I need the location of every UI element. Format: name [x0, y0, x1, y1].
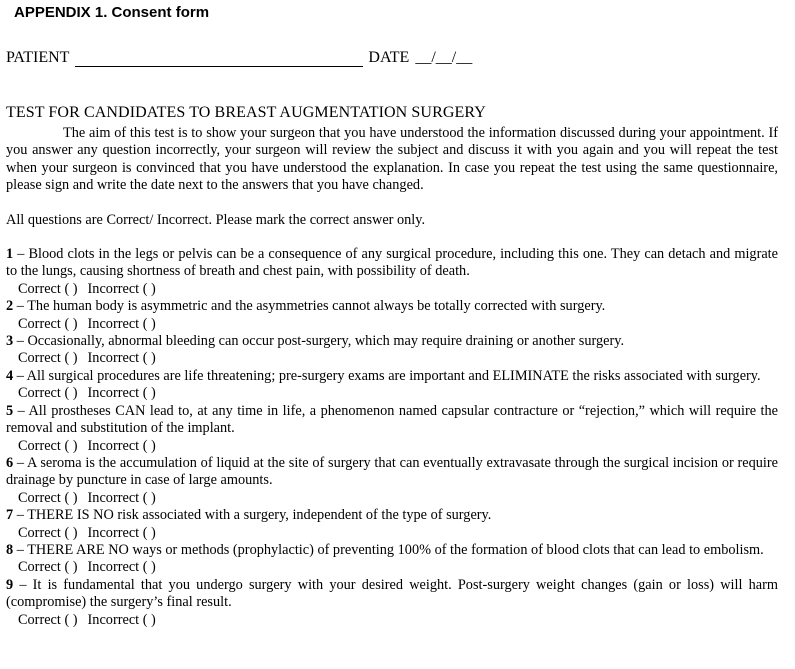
question-item [6, 298, 778, 333]
question-item [6, 542, 778, 577]
intro-paragraph [6, 125, 778, 195]
question-number: 7 [6, 507, 14, 524]
incorrect-option[interactable]: Incorrect ( ) [87, 524, 156, 541]
correct-option[interactable]: Correct ( ) [18, 280, 78, 297]
question-list [6, 246, 778, 629]
incorrect-option[interactable]: Incorrect ( ) [87, 280, 156, 297]
correct-option[interactable]: Correct ( ) [18, 350, 78, 367]
question-item [6, 368, 778, 403]
date-blank[interactable]: __/__/__ [415, 49, 473, 66]
question-text: – THERE IS NO risk associated with a surgery, independent of the type of surgery. [16, 507, 492, 524]
incorrect-option[interactable]: Incorrect ( ) [87, 489, 156, 506]
incorrect-option[interactable]: Incorrect ( ) [87, 611, 156, 628]
question-item [6, 246, 778, 298]
question-number: 1 [6, 246, 14, 263]
question-text: – THERE ARE NO ways or methods (prophylactic) of preventing 100% of the formation of blood clots that can lead to embolism. [16, 541, 764, 558]
patient-label: PATIENT [6, 49, 70, 66]
question-text: – Blood clots in the legs or pelvis can be a consequence of any surgical procedure, including this one. They can detach and migrate to the lungs, causing shortness of breath and chest pain, with possibility of death. [6, 246, 778, 280]
date-label: DATE [368, 49, 410, 66]
incorrect-option[interactable]: Incorrect ( ) [87, 350, 156, 367]
test-body [6, 125, 778, 629]
correct-option[interactable]: Correct ( ) [18, 611, 78, 628]
correct-option[interactable]: Correct ( ) [18, 559, 78, 576]
incorrect-option[interactable]: Incorrect ( ) [87, 315, 156, 332]
question-item [6, 455, 778, 507]
question-item [6, 333, 778, 368]
incorrect-option[interactable]: Incorrect ( ) [87, 385, 156, 402]
question-number: 5 [6, 402, 14, 419]
correct-option[interactable]: Correct ( ) [18, 385, 78, 402]
question-item [6, 507, 778, 542]
question-text: – All surgical procedures are life threatening; pre-surgery exams are important and ELIMINATE the risks associated with surgery. [16, 367, 761, 384]
appendix-title: APPENDIX 1. Consent form [14, 4, 210, 21]
test-title: TEST FOR CANDIDATES TO BREAST AUGMENTATION SURGERY [6, 104, 486, 121]
question-text: – A seroma is the accumulation of liquid at the site of surgery that can eventually extravasate through the surgical incision or require drainage by puncture in case of large amounts. [6, 454, 778, 489]
patient-date-row [6, 49, 786, 67]
correct-option[interactable]: Correct ( ) [18, 437, 78, 454]
question-number: 9 [6, 576, 14, 593]
instructions: All questions are Correct/ Incorrect. Please mark the correct answer only. [6, 211, 426, 228]
question-item [6, 577, 778, 629]
correct-option[interactable]: Correct ( ) [18, 524, 78, 541]
question-number: 3 [6, 333, 14, 350]
intro-text: The aim of this test is to show your surgeon that you have understood the information discussed during your appointment. If you answer any question incorrectly, your surgeon will review the subject and discuss it with you again and you will repeat the test when your surgeon is convinced that you have understood the explanation. In case you repeat the test using the same questionnaire, please sign and write the date next to the answers that you have changed. [6, 125, 778, 194]
correct-option[interactable]: Correct ( ) [18, 315, 78, 332]
question-text: – The human body is asymmetric and the asymmetries cannot always be totally corrected with surgery. [16, 298, 606, 315]
question-number: 8 [6, 541, 14, 558]
question-item [6, 403, 778, 455]
incorrect-option[interactable]: Incorrect ( ) [87, 437, 156, 454]
patient-name-line[interactable] [75, 49, 363, 67]
question-text: – Occasionally, abnormal bleeding can occur post-surgery, which may require draining or another surgery. [16, 333, 625, 350]
question-number: 6 [6, 454, 14, 471]
question-text: – All prostheses CAN lead to, at any time in life, a phenomenon named capsular contracture or “rejection,” which will require the removal and substitution of the implant. [6, 402, 778, 437]
question-number: 4 [6, 367, 14, 384]
question-text: – It is fundamental that you undergo surgery with your desired weight. Post-surgery weight changes (gain or loss) will harm (compromise) the surgery’s final result. [6, 576, 779, 611]
incorrect-option[interactable]: Incorrect ( ) [87, 559, 156, 576]
correct-option[interactable]: Correct ( ) [18, 489, 78, 506]
question-number: 2 [6, 298, 14, 315]
